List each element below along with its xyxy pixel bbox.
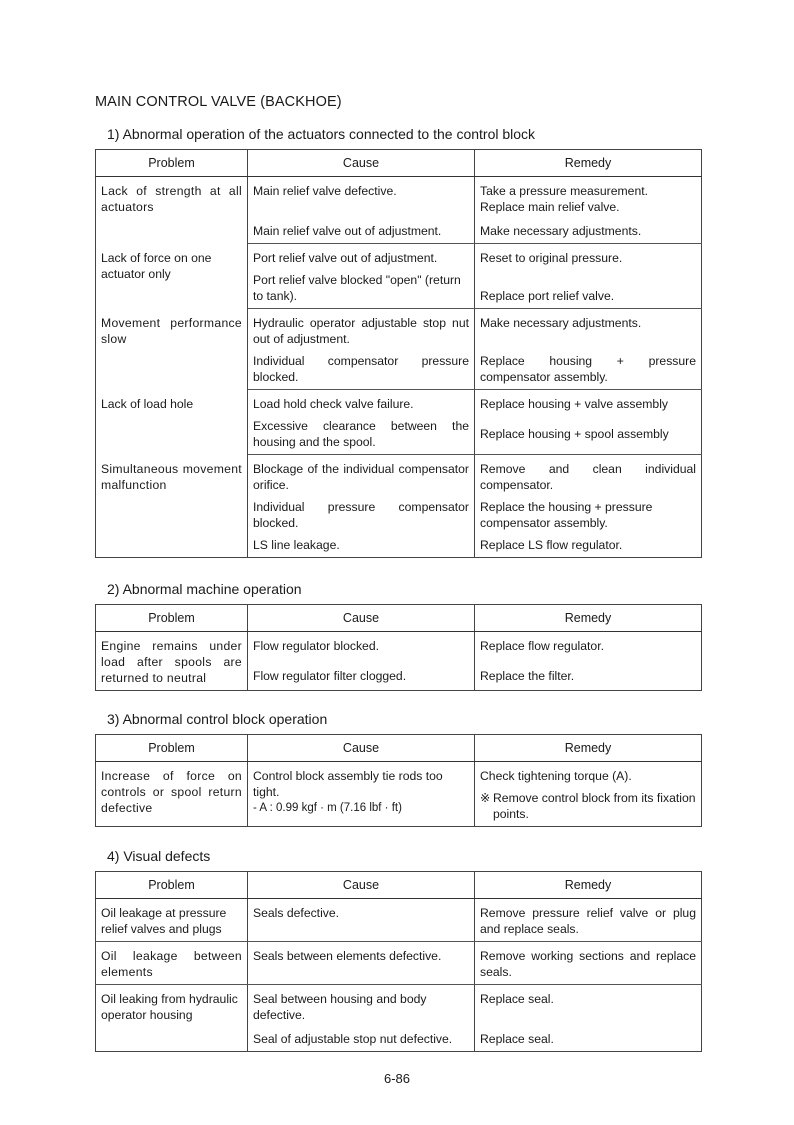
table-control-block bbox=[95, 734, 702, 827]
cause-cell: Flow regulator blocked. bbox=[248, 632, 475, 660]
table-row bbox=[96, 455, 702, 494]
table-row bbox=[96, 632, 702, 660]
problem-cell: Oil leakage at pressure relief valves and plugs bbox=[96, 899, 248, 942]
cause-cell: LS line leakage. bbox=[248, 531, 475, 558]
remedy-cell: Replace the housing + pressure compensator assembly. bbox=[475, 493, 702, 531]
table-row bbox=[96, 762, 702, 827]
cause-cell: Individual pressure compensator blocked. bbox=[248, 493, 475, 531]
remedy-cell: Make necessary adjustments. bbox=[475, 223, 702, 244]
cause-cell: Seal of adjustable stop nut defective. bbox=[248, 1023, 475, 1052]
section-title-machine: 2) Abnormal machine operation bbox=[107, 581, 302, 597]
cause-cell: Port relief valve out of adjustment. bbox=[248, 244, 475, 267]
cause-cell: Load hold check valve failure. bbox=[248, 390, 475, 413]
section-title-actuators: 1) Abnormal operation of the actuators connected to the control block bbox=[107, 126, 536, 142]
header-remedy: Remedy bbox=[475, 605, 702, 632]
header-problem: Problem bbox=[96, 605, 248, 632]
problem-cell: Engine remains under load after spools are returned to neutral bbox=[96, 632, 248, 691]
remedy-line: Take a pressure measurement. Replace main relief valve. bbox=[480, 184, 648, 214]
table-row bbox=[96, 177, 702, 224]
remedy-cell: Replace flow regulator. bbox=[475, 632, 702, 660]
remedy-cell: Replace housing + valve assembly bbox=[475, 390, 702, 413]
problem-cell: Oil leaking from hydraulic operator housing bbox=[96, 985, 248, 1052]
header-cause: Cause bbox=[248, 605, 475, 632]
remedy-line: Check tightening torque (A). bbox=[480, 769, 632, 783]
section-title-visual: 4) Visual defects bbox=[107, 848, 211, 864]
table-row bbox=[96, 244, 702, 267]
cause-cell: Blockage of the individual compensator orifice. bbox=[248, 455, 475, 494]
cause-cell: Individual compensator pressure blocked. bbox=[248, 347, 475, 390]
remedy-cell: Replace housing + spool assembly bbox=[475, 412, 702, 455]
cause-cell bbox=[248, 762, 475, 827]
problem-cell: Movement performance slow bbox=[96, 309, 248, 390]
problem-cell: Oil leakage between elements bbox=[96, 942, 248, 985]
header-problem: Problem bbox=[96, 872, 248, 899]
remedy-cell: Replace housing + pressure compensator assembly. bbox=[475, 347, 702, 390]
cause-cell: Excessive clearance between the housing and the spool. bbox=[248, 412, 475, 455]
table-visual bbox=[95, 871, 702, 1052]
problem-cell: Simultaneous movement malfunction bbox=[96, 455, 248, 558]
page-title: MAIN CONTROL VALVE (BACKHOE) bbox=[95, 94, 342, 110]
page-number: 6-86 bbox=[383, 1071, 411, 1086]
remedy-cell: Make necessary adjustments. bbox=[475, 309, 702, 348]
table-row bbox=[96, 390, 702, 413]
section-title-control-block: 3) Abnormal control block operation bbox=[107, 711, 328, 727]
table-actuators bbox=[95, 149, 702, 558]
cause-cell: Flow regulator filter clogged. bbox=[248, 660, 475, 691]
cause-line: Control block assembly tie rods too tight. bbox=[253, 769, 443, 799]
table-row bbox=[96, 309, 702, 348]
remedy-cell: Remove and clean individual compensator. bbox=[475, 455, 702, 494]
problem-cell: Lack of load hole bbox=[96, 390, 248, 455]
remedy-cell: Replace seal. bbox=[475, 985, 702, 1024]
header-problem: Problem bbox=[96, 735, 248, 762]
cause-cell: Main relief valve out of adjustment. bbox=[248, 223, 475, 244]
cause-cell: Main relief valve defective. bbox=[248, 177, 475, 224]
note-mark-icon: ※ bbox=[480, 791, 491, 805]
remedy-cell bbox=[475, 762, 702, 827]
note bbox=[480, 790, 696, 822]
cause-cell: Seals defective. bbox=[248, 899, 475, 942]
remedy-cell: Replace the filter. bbox=[475, 660, 702, 691]
table-row bbox=[96, 942, 702, 985]
cause-cell: Hydraulic operator adjustable stop nut out of adjustment. bbox=[248, 309, 475, 348]
remedy-cell: Reset to original pressure. bbox=[475, 244, 702, 267]
remedy-cell: Replace seal. bbox=[475, 1023, 702, 1052]
header-cause: Cause bbox=[248, 872, 475, 899]
header-remedy: Remedy bbox=[475, 872, 702, 899]
header-cause: Cause bbox=[248, 735, 475, 762]
table-machine bbox=[95, 604, 702, 691]
table-row bbox=[96, 899, 702, 942]
torque-spec: - A : 0.99 kgf · m (7.16 lbf · ft) bbox=[253, 802, 402, 814]
remedy-cell: Replace port relief valve. bbox=[475, 266, 702, 309]
cause-cell: Seal between housing and body defective. bbox=[248, 985, 475, 1024]
note-text: Remove control block from its fixation points. bbox=[493, 791, 696, 821]
header-remedy: Remedy bbox=[475, 150, 702, 177]
header-cause: Cause bbox=[248, 150, 475, 177]
problem-cell: Lack of force on one actuator only bbox=[96, 244, 248, 309]
remedy-cell: Replace LS flow regulator. bbox=[475, 531, 702, 558]
remedy-cell: Remove working sections and replace seals. bbox=[475, 942, 702, 985]
remedy-cell bbox=[475, 177, 702, 224]
cause-cell: Port relief valve blocked "open" (return to tank). bbox=[248, 266, 475, 309]
header-remedy: Remedy bbox=[475, 735, 702, 762]
cause-cell: Seals between elements defective. bbox=[248, 942, 475, 985]
remedy-cell: Remove pressure relief valve or plug and replace seals. bbox=[475, 899, 702, 942]
header-problem: Problem bbox=[96, 150, 248, 177]
problem-cell: Increase of force on controls or spool return defective bbox=[96, 762, 248, 827]
problem-cell: Lack of strength at all actuators bbox=[96, 177, 248, 244]
table-row bbox=[96, 985, 702, 1024]
